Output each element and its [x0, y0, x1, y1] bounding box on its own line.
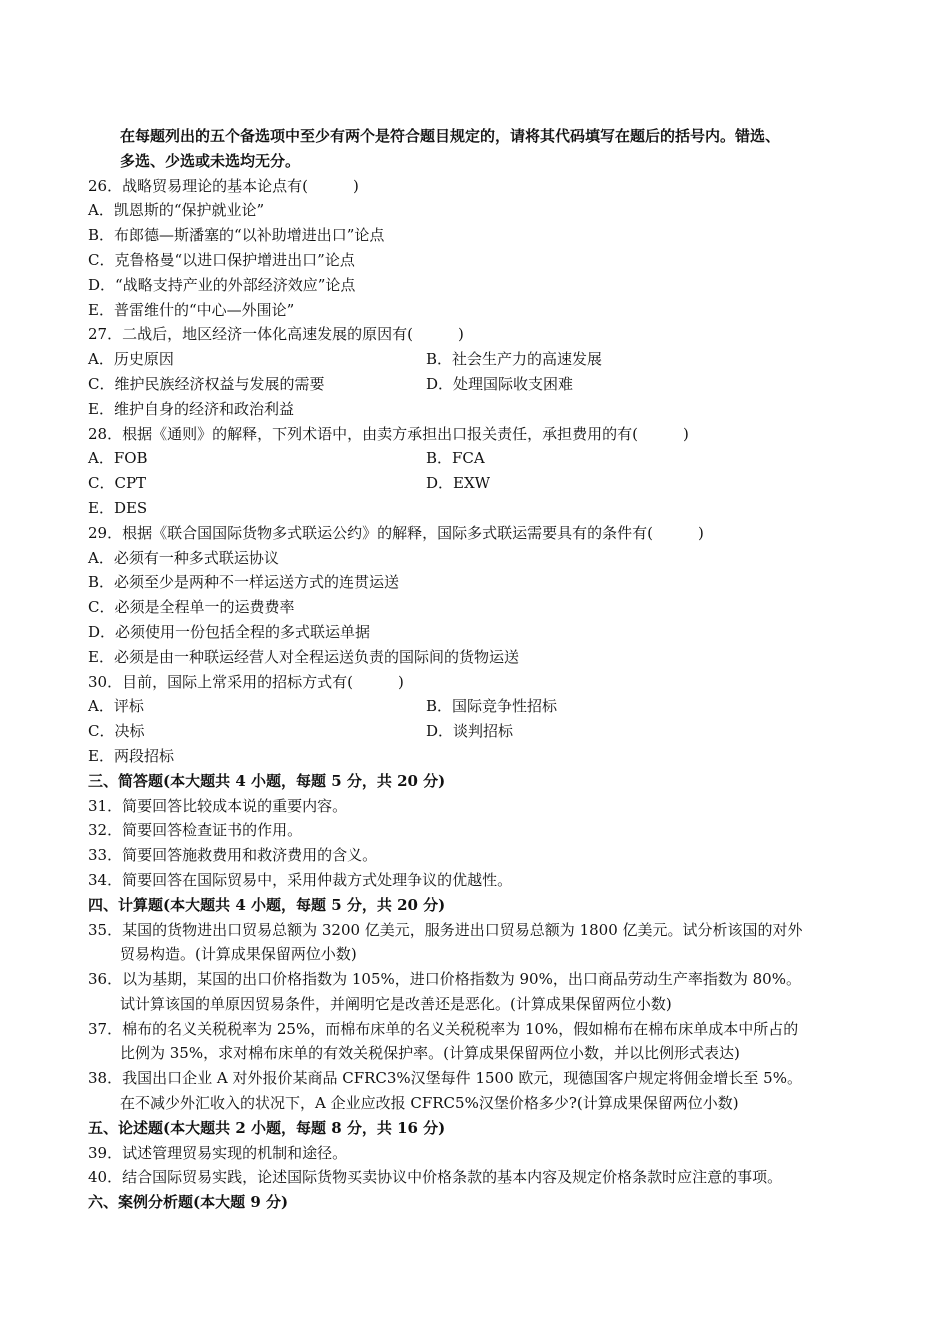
question-27-option-b: B．社会生产力的高速发展 [426, 350, 603, 369]
question-30-option-c: C．决标 [88, 722, 145, 741]
question-26-option-e: E．普雷维什的“中心—外围论” [88, 300, 295, 319]
question-35-line-1: 35．某国的货物进出口贸易总额为 3200 亿美元，服务进出口贸易总额为 1800 亿美元。试分析该国的对外 [88, 920, 803, 939]
question-30-option-d: D．谈判招标 [426, 722, 514, 741]
question-38-line-2: 在不减少外汇收入的状况下，A 企业应改报 CFRC5%汉堡价格多少?(计算成果保留两位小数) [120, 1094, 739, 1113]
question-31: 31．简要回答比较成本说的重要内容。 [88, 796, 348, 815]
question-29-option-d: D．必须使用一份包括全程的多式联运单据 [88, 622, 371, 641]
question-28-option-c: C．CPT [88, 474, 147, 493]
question-27-option-d: D．处理国际收支困难 [426, 374, 574, 393]
question-30-option-a: A．评标 [88, 697, 144, 716]
question-34: 34．简要回答在国际贸易中，采用仲裁方式处理争议的优越性。 [88, 870, 513, 889]
question-26-option-d: D．“战略支持产业的外部经济效应”论点 [88, 275, 356, 294]
section-6-heading: 六、案例分析题(本大题 9 分) [88, 1193, 289, 1212]
question-27-option-c: C．维护民族经济权益与发展的需要 [88, 374, 325, 393]
question-33: 33．简要回答施救费用和救济费用的含义。 [88, 846, 378, 865]
question-27-row-ab [88, 347, 878, 372]
question-27-stem: 27．二战后，地区经济一体化高速发展的原因有( ) [88, 325, 464, 344]
question-26-option-b: B．布郎德—斯潘塞的“以补助增进出口”论点 [88, 226, 385, 245]
question-28-row-cd [88, 471, 878, 496]
question-30-row-cd [88, 719, 878, 744]
question-26-stem: 26．战略贸易理论的基本论点有( ) [88, 176, 359, 195]
question-29-option-c: C．必须是全程单一的运费费率 [88, 598, 295, 617]
question-30-option-b: B．国际竞争性招标 [426, 697, 558, 716]
question-35-line-2: 贸易构造。(计算成果保留两位小数) [120, 945, 357, 964]
question-28-option-b: B．FCA [426, 449, 485, 468]
instructions-line-1: 在每题列出的五个备选项中至少有两个是符合题目规定的，请将其代码填写在题后的括号内。错选、 [120, 127, 781, 145]
question-37-line-2: 比例为 35%，求对棉布床单的有效关税保护率。(计算成果保留两位小数，并以比例形式表达) [120, 1044, 740, 1063]
question-39: 39．试述管理贸易实现的机制和途径。 [88, 1143, 348, 1162]
question-30-stem: 30．目前，国际上常采用的招标方式有( ) [88, 672, 404, 691]
question-27-option-e: E．维护自身的经济和政治利益 [88, 399, 294, 418]
question-28-stem: 28．根据《通则》的解释，下列术语中，由卖方承担出口报关责任，承担费用的有( ) [88, 424, 689, 443]
question-36-line-1: 36．以为基期，某国的出口价格指数为 105%，进口价格指数为 90%，出口商品劳动生产率指数为 80%。 [88, 970, 801, 989]
question-38-line-1: 38．我国出口企业 A 对外报价某商品 CFRC3%汉堡每件 1500 欧元，现德国客户规定将佣金增长至 5%。 [88, 1069, 802, 1088]
question-29-stem: 29．根据《联合国国际货物多式联运公约》的解释，国际多式联运需要具有的条件有( ) [88, 523, 704, 542]
question-26-option-a: A．凯恩斯的“保护就业论” [88, 201, 265, 220]
exam-page [88, 124, 878, 1215]
instructions-line-2: 多选、少选或未选均无分。 [120, 151, 301, 170]
question-30-row-ab [88, 694, 878, 719]
question-32: 32．简要回答检查证书的作用。 [88, 821, 303, 840]
section-3-heading: 三、简答题(本大题共 4 小题，每题 5 分，共 20 分) [88, 771, 446, 790]
question-40: 40．结合国际贸易实践，论述国际货物买卖协议中价格条款的基本内容及规定价格条款时应注意的事项。 [88, 1168, 783, 1187]
section-4-heading: 四、计算题(本大题共 4 小题，每题 5 分，共 20 分) [88, 895, 446, 914]
question-26-option-c: C．克鲁格曼“以进口保护增进出口”论点 [88, 250, 355, 269]
question-27-option-a: A．历史原因 [88, 350, 174, 369]
question-30-option-e: E．两段招标 [88, 746, 174, 765]
question-27-row-cd [88, 372, 878, 397]
question-28-option-e: E．DES [88, 498, 148, 517]
question-29-option-e: E．必须是由一种联运经营人对全程运送负责的国际间的货物运送 [88, 647, 519, 666]
question-28-option-d: D．EXW [426, 474, 491, 493]
question-29-option-b: B．必须至少是两种不一样运送方式的连贯运送 [88, 573, 400, 592]
section-5-heading: 五、论述题(本大题共 2 小题，每题 8 分，共 16 分) [88, 1118, 446, 1137]
question-37-line-1: 37．棉布的名义关税税率为 25%，而棉布床单的名义关税税率为 10%，假如棉布在棉布床单成本中所占的 [88, 1019, 799, 1038]
question-36-line-2: 试计算该国的单原因贸易条件，并阐明它是改善还是恶化。(计算成果保留两位小数) [120, 994, 672, 1013]
question-28-option-a: A．FOB [88, 449, 148, 468]
question-28-row-ab [88, 446, 878, 471]
question-29-option-a: A．必须有一种多式联运协议 [88, 548, 279, 567]
